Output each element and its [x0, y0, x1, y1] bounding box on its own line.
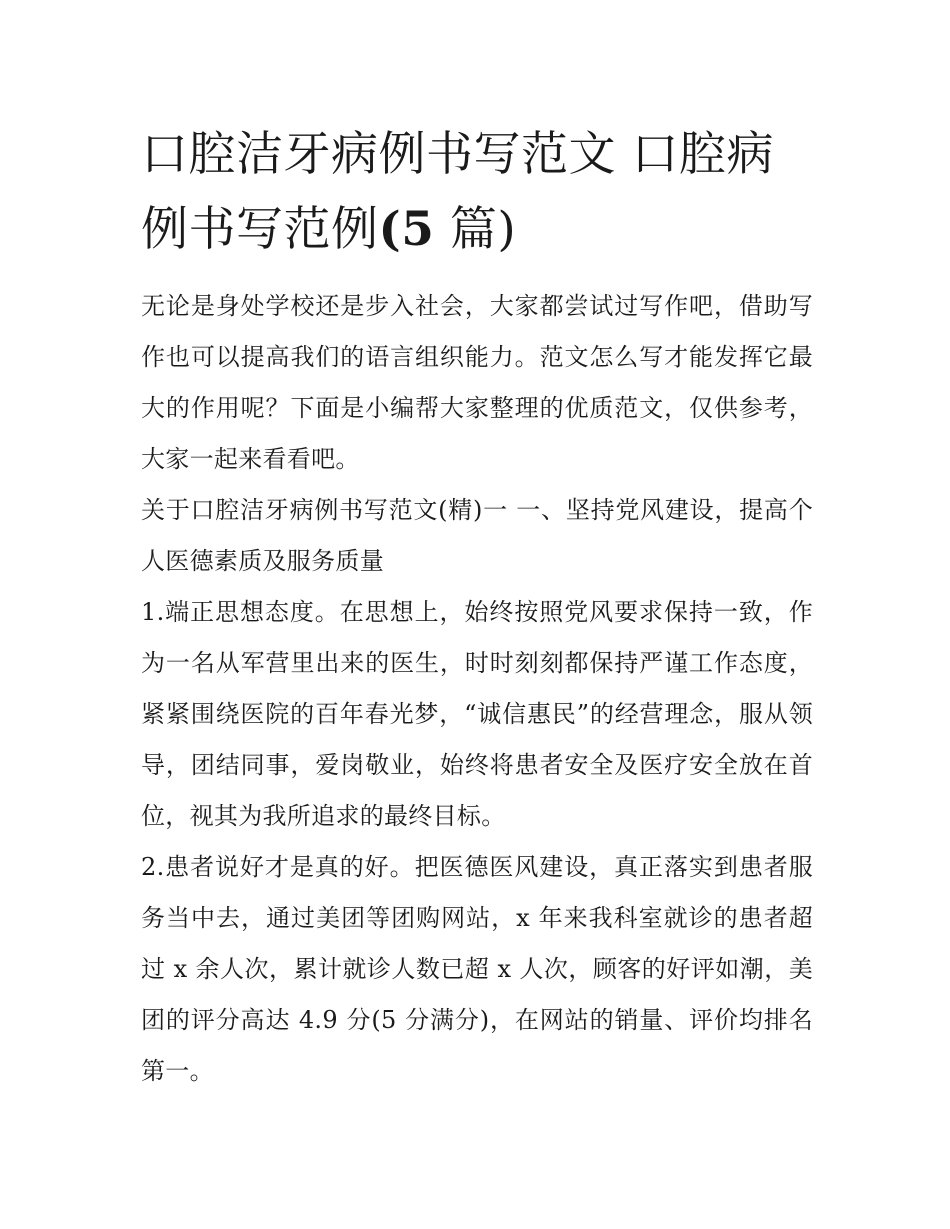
title-text: 口腔洁牙病例书写范文 口腔病例书写范例: [141, 127, 774, 257]
intro-paragraph: 无论是身处学校还是步入社会，大家都尝试过写作吧，借助写作也可以提高我们的语言组织能力。范文怎么写才能发挥它最大的作用呢？下面是小编帮大家整理的优质范文，仅供参考，大家一起来看看吧。: [141, 292, 813, 473]
section-heading: 关于口腔洁牙病例书写范文(精)一 一、坚持党风建设，提高个人医德素质及服务质量: [141, 496, 813, 575]
document-title: [141, 117, 813, 267]
point-2-paragraph: 2.患者说好才是真的好。把医德医风建设，真正落实到患者服务当中去，通过美团等团购网站，x 年来我科室就诊的患者超过 x 余人次，累计就诊人数已超 x 人次，顾客的好评如潮，美团的评分高达 4.9 分(5 分满分)，在网站的销量、评价均排名第一。: [141, 853, 813, 1085]
title-suffix: 篇): [434, 202, 517, 257]
title-count: (5: [378, 202, 435, 257]
point-1-paragraph: 1.端正思想态度。在思想上，始终按照党风要求保持一致，作为一名从军营里出来的医生，时时刻刻都保持严谨工作态度，紧紧围绕医院的百年春光梦，“诚信惠民”的经营理念，服从领导，团结同事，爱岗敬业，始终将患者安全及医疗安全放在首位，视其为我所追求的最终目标。: [141, 598, 813, 830]
document-body: [141, 117, 813, 1097]
